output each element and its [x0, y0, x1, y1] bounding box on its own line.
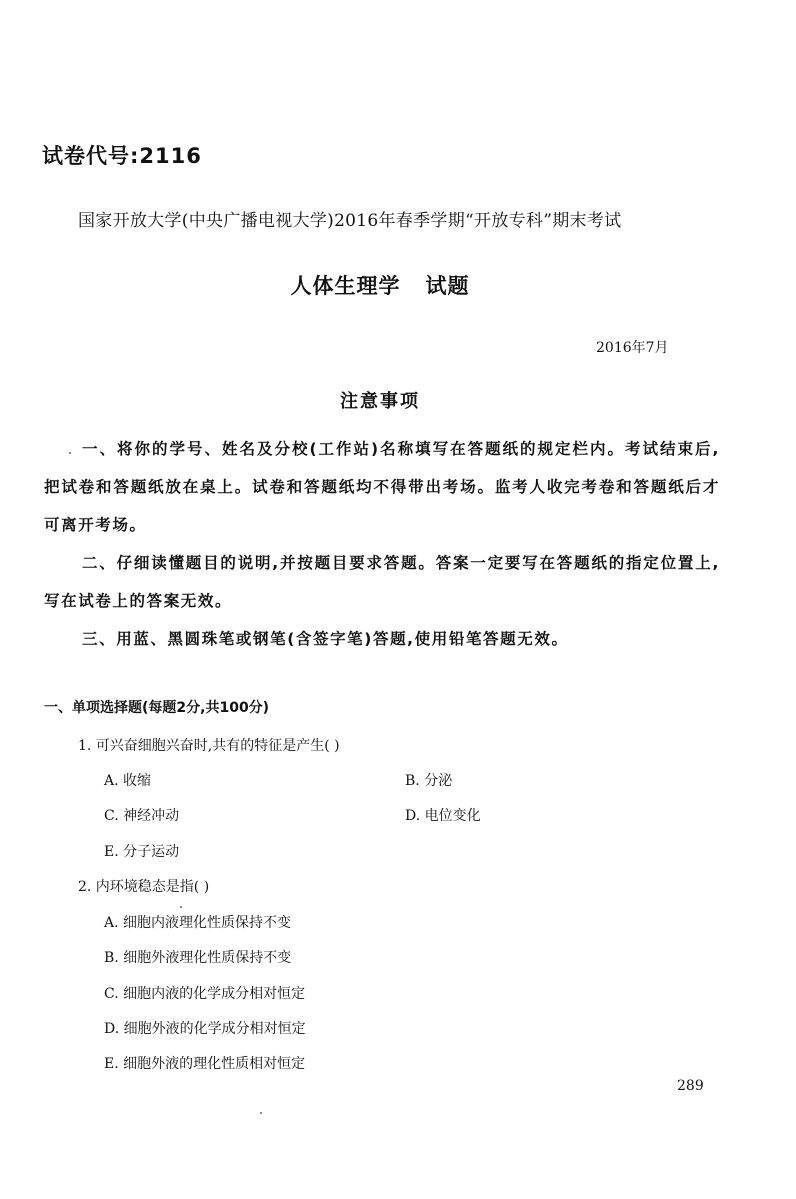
notice-item: 二、仔细读懂题目的说明,并按题目要求答题。答案一定要写在答题纸的指定位置上,写在试卷上的答案无效。: [44, 554, 720, 610]
option-b: B. 细胞外液理化性质保持不变: [104, 950, 292, 966]
option-c: C. 神经冲动: [104, 808, 180, 824]
option-d: D. 电位变化: [405, 808, 481, 824]
question-stem: 1. 可兴奋细胞兴奋时,共有的特征是产生( ): [78, 738, 340, 754]
exam-date: 2016年7月: [596, 340, 669, 356]
scan-speck: [260, 1112, 262, 1114]
exam-code: 试卷代号:2116: [42, 144, 202, 168]
option-e: E. 细胞外液的理化性质相对恒定: [104, 1056, 306, 1072]
scan-speck: [69, 452, 71, 454]
exam-title: 人体生理学 试题: [290, 274, 470, 298]
section-heading: 一、单项选择题(每题2分,共100分): [44, 700, 270, 716]
question-stem: 2. 内环境稳态是指( ): [78, 879, 210, 895]
option-d: D. 细胞外液的化学成分相对恒定: [104, 1021, 306, 1037]
option-a: A. 收缩: [104, 773, 152, 789]
notice-item: 一、将你的学号、姓名及分校(工作站)名称填写在答题纸的规定栏内。考试结束后,把试卷和答题纸放在桌上。试卷和答题纸均不得带出考场。监考人收完考卷和答题纸后才可离开考场。: [44, 440, 720, 534]
option-e: E. 分子运动: [104, 844, 180, 860]
scan-speck: [180, 906, 182, 908]
option-b: B. 分泌: [405, 773, 453, 789]
option-a: A. 细胞内液理化性质保持不变: [104, 915, 292, 931]
institution-line: 国家开放大学(中央广播电视大学)2016年春季学期“开放专科”期末考试: [78, 211, 622, 231]
option-c: C. 细胞内液的化学成分相对恒定: [104, 986, 306, 1002]
page-number: 289: [677, 1078, 704, 1094]
notice-item: 三、用蓝、黑圆珠笔或钢笔(含签字笔)答题,使用铅笔答题无效。: [82, 630, 569, 648]
notice-heading: 注意事项: [340, 391, 420, 412]
